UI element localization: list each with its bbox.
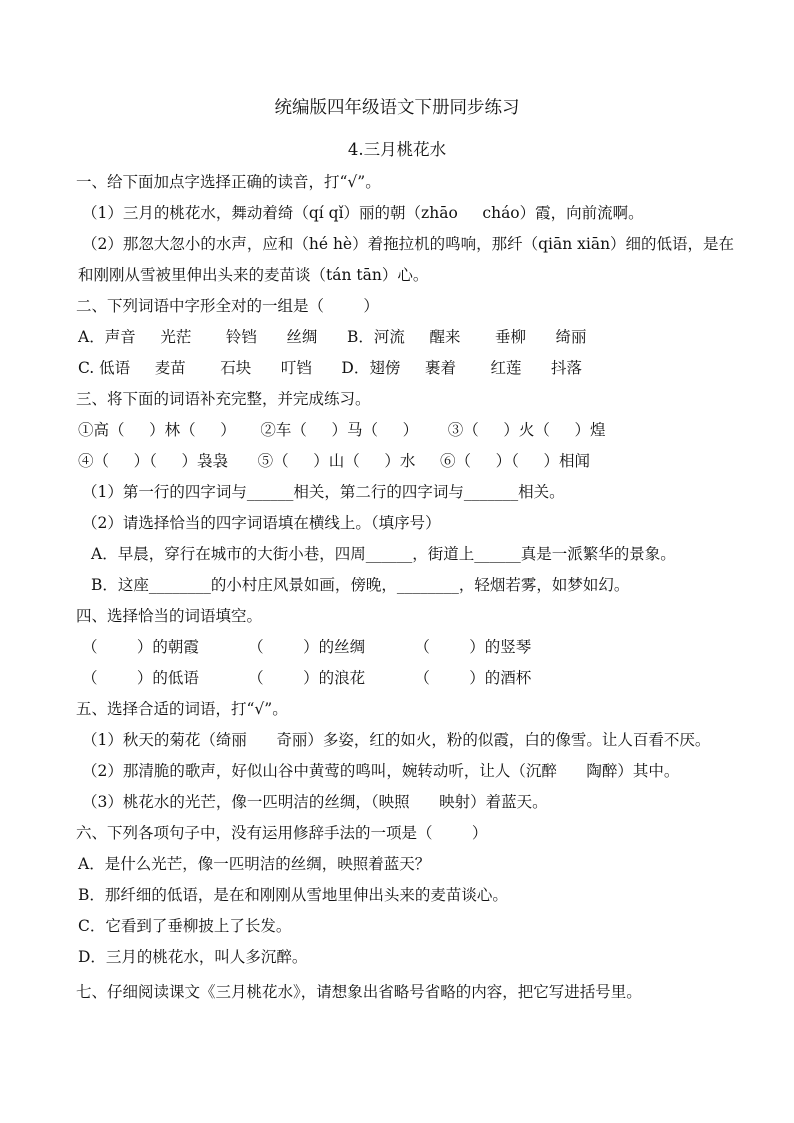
q3-task-1: （1）第一行的四字词与______相关，第二行的四字词与_______相关。 bbox=[82, 483, 565, 501]
q5-item-2: （2）那清脆的歌声，好似山谷中黄莺的鸣叫，婉转动听，让人（沉醉 陶醉）其中。 bbox=[82, 762, 680, 780]
q1-item-2: （2）那忽大忽小的水声，应和（hé hè）着拖拉机的鸣响，那纤（qiān xiān）细的低语，是在 bbox=[82, 235, 735, 253]
q1-item-2-cont: 和刚刚从雪被里伸出头来的麦苗谈（tán tān）心。 bbox=[78, 266, 429, 284]
q3-task-2-b: B．这座________的小村庄风景如画，傍晚，________，轻烟若雾，如梦如幻。 bbox=[91, 576, 630, 594]
q3-task-2-a: A．早晨，穿行在城市的大街小巷，四周______，街道上______真是一派繁华的景象。 bbox=[91, 545, 676, 563]
q2-options-cd: C. 低语 麦苗 石块 叮铛 D．翅傍 裹着 红莲 抖落 bbox=[78, 359, 583, 377]
section-7-heading: 七、仔细阅读课文《三月桃花水》，请想象出省略号省略的内容，把它写进括号里。 bbox=[76, 983, 642, 1001]
q3-row-1: ①高（ ）林（ ） ②车（ ）马（ ） ③（ ）火（ ）煌 bbox=[78, 421, 606, 439]
section-2-heading: 二、下列词语中字形全对的一组是（ ） bbox=[76, 297, 379, 315]
q6-option-a: A．是什么光芒，像一匹明洁的丝绸，映照着蓝天？ bbox=[78, 855, 431, 873]
q1-item-1: （1）三月的桃花水，舞动着绮（qí qǐ）丽的朝（zhāo cháo）霞，向前流啊。 bbox=[82, 204, 644, 222]
q4-row-1: （ ）的朝霞 （ ）的丝绸 （ ）的竖琴 bbox=[82, 638, 532, 656]
q5-item-3: （3）桃花水的光芒，像一匹明洁的丝绸，（映照 映射）着蓝天。 bbox=[82, 793, 548, 811]
section-5-heading: 五、选择合适的词语，打“√”。 bbox=[76, 700, 288, 718]
q5-item-1: （1）秋天的菊花（绮丽 奇丽）多姿，红的如火，粉的似霞，白的像雪。让人百看不厌。 bbox=[82, 731, 711, 749]
q3-row-2: ④（ ）（ ）袅袅 ⑤（ ）山（ ）水 ⑥（ ）（ ）相闻 bbox=[78, 452, 591, 470]
section-3-heading: 三、将下面的词语补充完整，并完成练习。 bbox=[76, 390, 371, 408]
page-title: 统编版四年级语文下册同步练习 bbox=[274, 98, 520, 118]
q6-option-b: B．那纤细的低语，是在和刚刚从雪地里伸出头来的麦苗谈心。 bbox=[78, 886, 508, 904]
section-4-heading: 四、选择恰当的词语填空。 bbox=[76, 607, 263, 625]
q4-row-2: （ ）的低语 （ ）的浪花 （ ）的酒杯 bbox=[82, 669, 532, 687]
q3-task-2: （2）请选择恰当的四字词语填在横线上。（填序号） bbox=[82, 514, 441, 532]
q6-option-c: C．它看到了垂柳披上了长发。 bbox=[78, 917, 292, 935]
lesson-title: 4.三月桃花水 bbox=[347, 140, 447, 159]
q6-option-d: D．三月的桃花水，叫人多沉醉。 bbox=[78, 948, 308, 966]
section-1-heading: 一、给下面加点字选择正确的读音，打“√”。 bbox=[76, 173, 381, 191]
q2-options-ab: A．声音 光茫 铃铛 丝绸 B．河流 醒来 垂柳 绮丽 bbox=[78, 328, 587, 346]
section-6-heading: 六、下列各项句子中，没有运用修辞手法的一项是（ ） bbox=[76, 824, 488, 842]
